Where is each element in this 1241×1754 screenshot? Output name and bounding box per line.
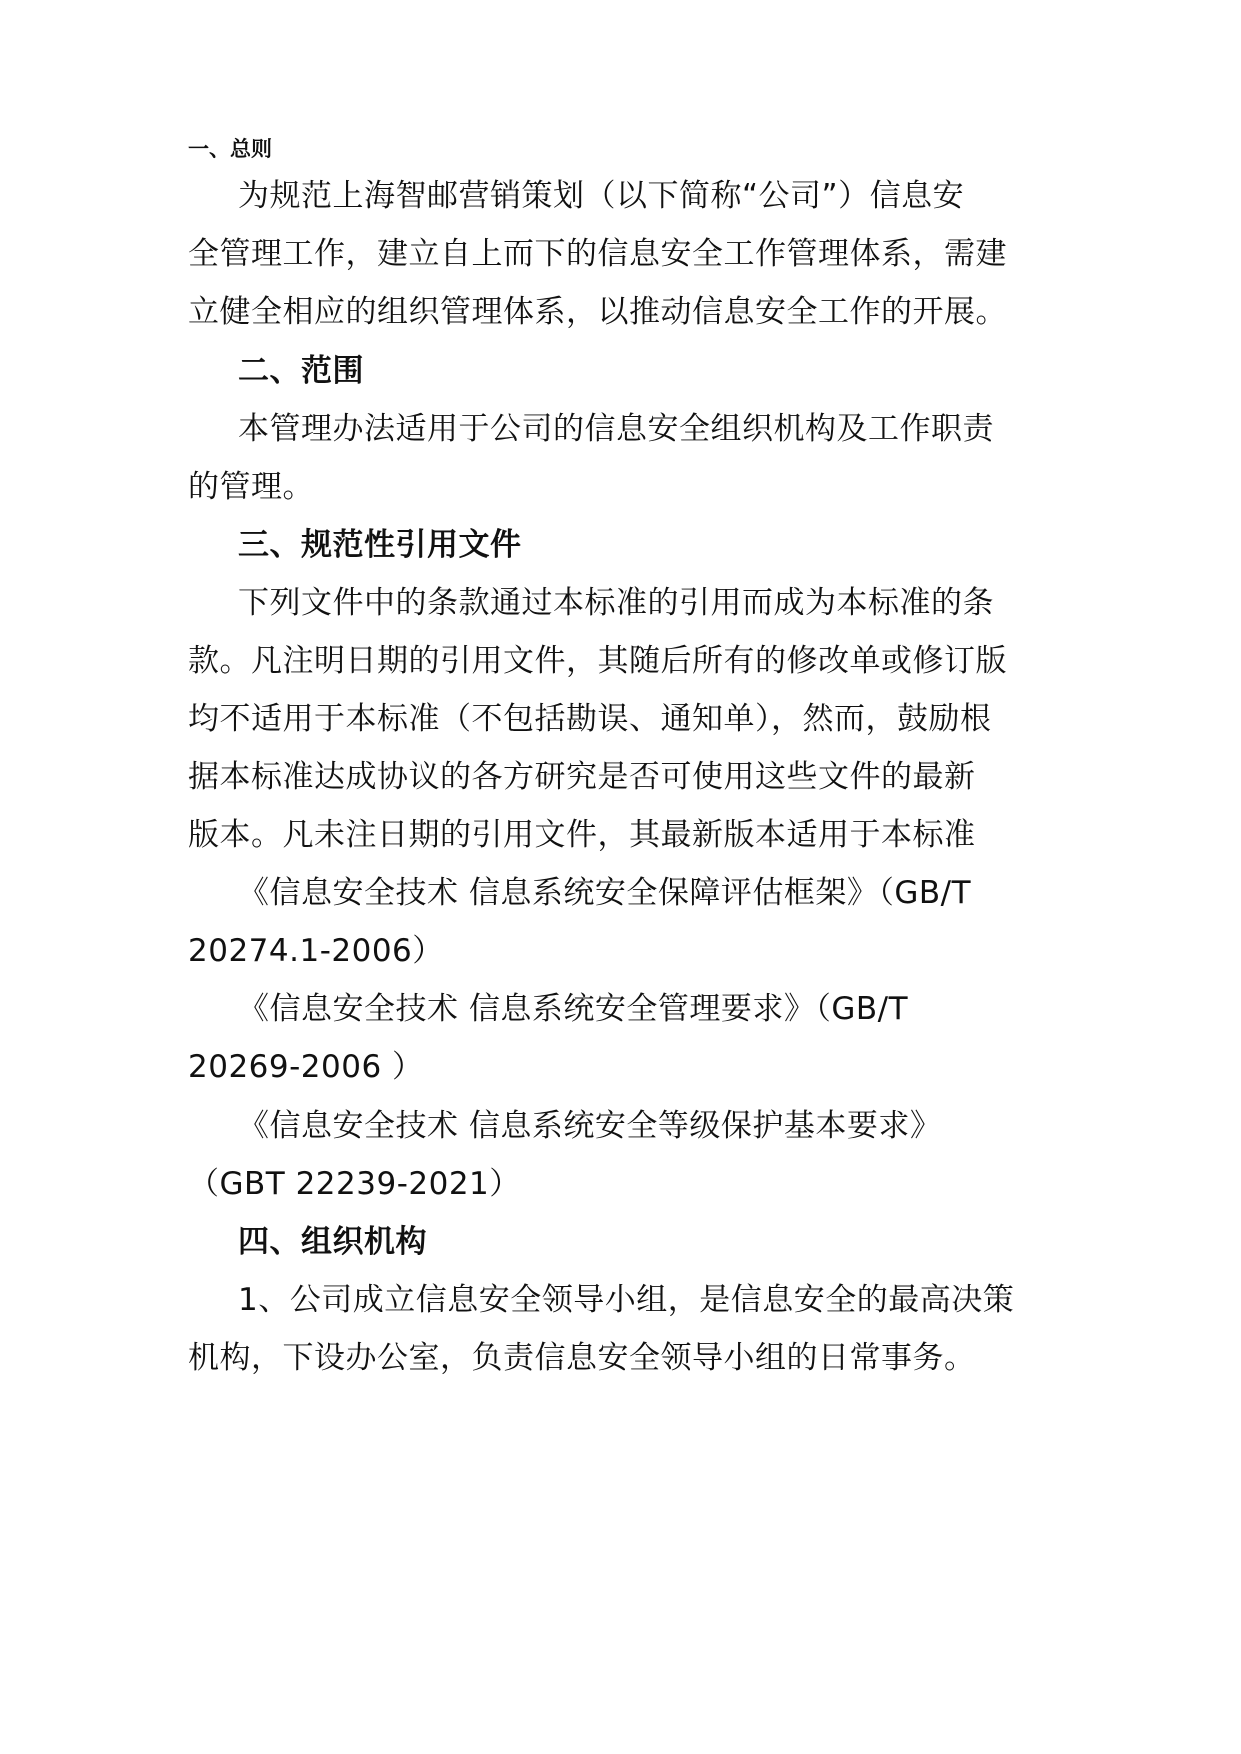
reference-3-line-1: 《信息安全技术 信息系统安全等级保护基本要求》 bbox=[238, 1108, 942, 1144]
section-2-body-line-2: 的管理。 bbox=[188, 469, 314, 505]
section-4-body-line-1: 1、公司成立信息安全领导小组，是信息安全的最高决策 bbox=[238, 1282, 1015, 1318]
section-1-body-line-3: 立健全相应的组织管理体系，以推动信息安全工作的开展。 bbox=[188, 294, 1007, 330]
reference-2-line-2: 20269-2006 ） bbox=[188, 1049, 424, 1085]
section-1-body-line-2: 全管理工作，建立自上而下的信息安全工作管理体系，需建 bbox=[188, 236, 1007, 272]
reference-1-line-2: 20274.1-2006） bbox=[188, 933, 444, 969]
section-3-body-line-5: 版本。凡未注日期的引用文件，其最新版本适用于本标准 bbox=[188, 817, 976, 853]
section-3-body-line-1: 下列文件中的条款通过本标准的引用而成为本标准的条 bbox=[238, 585, 994, 621]
section-3-title: 三、规范性引用文件 bbox=[238, 527, 522, 563]
section-1-body-line-1: 为规范上海智邮营销策划（以下简称“公司”）信息安 bbox=[238, 178, 965, 214]
section-4-body-line-2: 机构，下设办公室，负责信息安全领导小组的日常事务。 bbox=[188, 1340, 976, 1376]
reference-3-line-2: （GBT 22239-2021） bbox=[188, 1166, 521, 1202]
section-2-body-line-1: 本管理办法适用于公司的信息安全组织机构及工作职责 bbox=[238, 411, 994, 447]
section-3-body-line-3: 均不适用于本标准（不包括勘误、通知单），然而，鼓励根 bbox=[188, 701, 992, 737]
reference-1-line-1: 《信息安全技术 信息系统安全保障评估框架》（GB/T bbox=[238, 875, 972, 911]
section-4-title: 四、组织机构 bbox=[238, 1224, 427, 1260]
section-2-title: 二、范围 bbox=[238, 353, 364, 389]
section-3-body-line-4: 据本标准达成协议的各方研究是否可使用这些文件的最新 bbox=[188, 759, 976, 795]
reference-2-line-1: 《信息安全技术 信息系统安全管理要求》（GB/T bbox=[238, 991, 909, 1027]
section-3-body-line-2: 款。凡注明日期的引用文件，其随后所有的修改单或修订版 bbox=[188, 643, 1007, 679]
section-1-title: 一、总则 bbox=[188, 137, 272, 161]
